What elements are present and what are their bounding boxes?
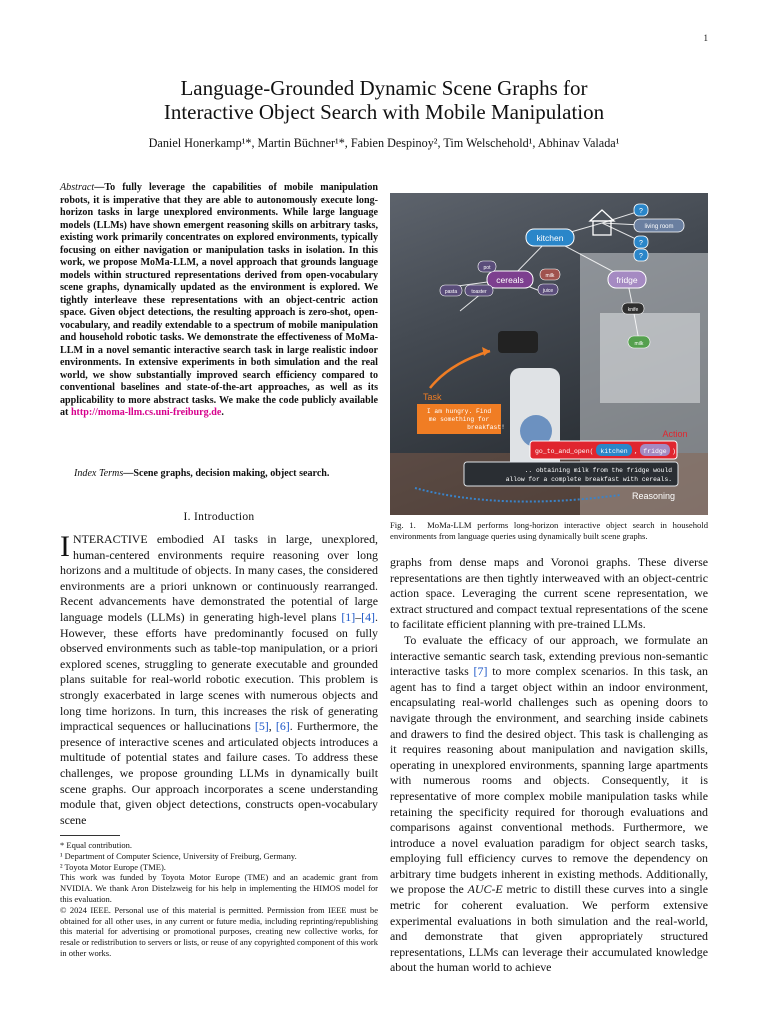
footnotes bbox=[60, 840, 378, 959]
svg-text:?: ? bbox=[639, 240, 643, 247]
task-arrow-head bbox=[482, 347, 490, 356]
node-unknown bbox=[634, 249, 648, 261]
svg-text:,: , bbox=[634, 448, 638, 455]
svg-text:I am hungry. Find: I am hungry. Find bbox=[426, 408, 492, 415]
footnote: This work was funded by Toyota Motor Europe (TME) and an academic grant from NVIDIA. We thank Aron Distelzweig for his help in implementing the HIMOS model for this evaluation. bbox=[60, 872, 378, 904]
svg-text:pot: pot bbox=[483, 265, 491, 271]
node-pot bbox=[478, 261, 496, 272]
citation-link[interactable]: [1] bbox=[341, 609, 356, 624]
svg-text:milk: milk bbox=[545, 273, 555, 279]
intro-text-5: . Furthermore, the presence of interactive scenes and articulated objects introduces a multitude of potential states and failure cases. To address these challenges, we propose grounding LLMs in dynamically built scene graphs. Our approach incorporates a scene understanding module that, given object detections, constructs open-vocabulary scene bbox=[60, 719, 378, 827]
paper-title bbox=[60, 76, 708, 124]
svg-text:?: ? bbox=[639, 253, 643, 260]
task-arrow bbox=[430, 351, 490, 388]
node-cereals bbox=[487, 271, 533, 288]
svg-text:toaster: toaster bbox=[471, 289, 487, 295]
svg-text:kitchen: kitchen bbox=[600, 448, 628, 455]
code-url-link[interactable]: http://moma-llm.cs.uni-freiburg.de bbox=[70, 407, 222, 418]
index-terms bbox=[60, 468, 378, 481]
para-text: To evaluate the efficacy of our approach, we formulate an interactive semantic search task, extending previous non-semantic interactive tasks bbox=[390, 632, 708, 679]
svg-text:breakfast!: breakfast! bbox=[467, 424, 505, 431]
footnote: ² Toyota Motor Europe (TME). bbox=[60, 861, 166, 872]
first-word: NTERACTIVE bbox=[73, 532, 148, 546]
node-milk-found bbox=[628, 336, 650, 348]
page-number: 1 bbox=[703, 33, 708, 43]
paragraph bbox=[390, 633, 708, 976]
action-label: Action bbox=[662, 429, 688, 439]
footnote: * Equal contribution. bbox=[60, 840, 133, 850]
task-label: Task bbox=[423, 392, 442, 402]
svg-text:go_to_and_open(: go_to_and_open( bbox=[535, 448, 594, 455]
intro-text-4: , bbox=[268, 719, 276, 734]
svg-text:knife: knife bbox=[627, 307, 639, 313]
paragraph: graphs from dense maps and Voronoi graphs. These diverse representations are then tightly interweaved with an object-centric action space. Leveraging the current scene representation, we extract structured and compact textual representations of the scene to facilitate efficient planning with pre-trained LLMs. bbox=[390, 555, 708, 632]
abstract-end: . bbox=[221, 407, 224, 418]
svg-text:pasta: pasta bbox=[444, 289, 458, 295]
drop-cap: I bbox=[60, 530, 70, 563]
figure-1-image bbox=[390, 193, 708, 515]
citation-link[interactable]: [4] bbox=[361, 609, 376, 624]
node-kitchen bbox=[526, 229, 574, 246]
svg-text:cereals: cereals bbox=[496, 275, 524, 285]
citation-link[interactable]: [7] bbox=[473, 664, 488, 679]
index-terms-text: —Scene graphs, decision making, object search. bbox=[123, 468, 330, 479]
footnote-rule bbox=[60, 835, 120, 836]
task-box bbox=[417, 404, 505, 434]
author-list: Daniel Honerkamp¹*, Martin Büchner¹*, Fabien Despinoy², Tim Welschehold¹, Abhinav Valada¹ bbox=[148, 136, 620, 150]
caption-label: Fig. 1. bbox=[390, 520, 416, 530]
svg-text:milk: milk bbox=[634, 341, 644, 347]
abstract-label: Abstract bbox=[60, 182, 95, 193]
footnote: ¹ Department of Computer Science, University of Freiburg, Germany. bbox=[60, 850, 297, 861]
citation-link[interactable]: [5] bbox=[254, 719, 269, 734]
index-terms-label: Index Terms bbox=[74, 468, 124, 479]
node-juice bbox=[538, 284, 558, 295]
abstract bbox=[60, 182, 378, 420]
svg-text:.. obtaining milk from the fri: .. obtaining milk from the fridge would bbox=[524, 467, 672, 474]
svg-text:kitchen: kitchen bbox=[536, 233, 564, 243]
intro-text-3: . However, these efforts have predominantly focused on fully observed environments such as table-top manipulation, or a priori explored scenes, struggling to generate executable and grounded plans suitable for real-world robotic execution. This problem is strongly exacerbated in large scenes with numerous objects and long time horizons. In turn, this increases the risk of generating impractical sequences or hallucinations bbox=[60, 609, 378, 734]
section-heading: I. Introduction bbox=[183, 511, 255, 523]
node-toaster bbox=[465, 285, 493, 296]
intro-text-1: embodied AI tasks in large, unexplored, human-centered environments require reasoning over long horizons and a multitude of objects. In many cases, the considered environments are a priori unknown or continuously rearranged. Recent advancements have demonstrated the potential of large language models (LLMs) in generating high-level plans bbox=[60, 532, 378, 624]
svg-text:fridge: fridge bbox=[616, 275, 638, 285]
robot-head bbox=[498, 331, 538, 353]
node-milk bbox=[540, 269, 560, 280]
action-box bbox=[530, 441, 677, 459]
abstract-text: —To fully leverage the capabilities of mobile manipulation robots, it is imperative that they are able to autonomously execute long-horizon tasks in large unexplored environments. While large language models (LLMs) have shown emergent reasoning skills on arbitrary tasks, existing work primarily concentrates on explored environments, typically focusing on either navigation or manipulation tasks in isolation. In this work, we propose MoMa-LLM, a novel approach that grounds language models within structured representations derived from open-vocabulary scene graphs, dynamically updated as the environment is explored. We tightly interleave these representations with an object-centric action space. Given object detections, the resulting approach is zero-shot, open-vocabulary, and readily extendable to a spectrum of mobile manipulation and household robotic tasks. We demonstrate the effectiveness of MoMa-LLM in a novel semantic interactive search task in large realistic indoor environments. In extensive experiments in both simulation and the real world, we show substantially improved search efficiency compared to conventional baselines and state-of-the-art approaches, as well as its applicability to more abstract tasks. We make the code publicly available at bbox=[60, 182, 378, 418]
fridge-door-shape bbox=[600, 313, 700, 403]
para-text: metric to distill these curves into a single metric for coherent evaluation. We perform extensive experimental evaluations in both simulation and the real-world, and demonstrate that given appropriately structured representations, LLMs can leverage their accumulated knowledge about the human world to achieve bbox=[390, 882, 708, 975]
node-fridge bbox=[608, 271, 646, 288]
reasoning-box bbox=[464, 462, 678, 486]
title-line-1: Language-Grounded Dynamic Scene Graphs for bbox=[180, 76, 588, 100]
node-unknown bbox=[634, 204, 648, 216]
citation-link[interactable]: [6] bbox=[275, 719, 290, 734]
svg-text:me something for: me something for bbox=[428, 416, 490, 423]
title-line-2: Interactive Object Search with Mobile Manipulation bbox=[163, 100, 605, 124]
svg-text:juice: juice bbox=[542, 288, 554, 294]
svg-text:living room: living room bbox=[644, 224, 674, 230]
caption-text: MoMa-LLM performs long-horizon interactive object search in household environments from language queries using dynamically built scene graphs. bbox=[390, 520, 708, 541]
intro-text-2: – bbox=[355, 609, 362, 624]
reasoning-label: Reasoning bbox=[631, 491, 675, 501]
introduction-text bbox=[60, 532, 378, 828]
node-knife bbox=[622, 303, 644, 314]
scene-graph-illustration bbox=[390, 193, 708, 515]
svg-text:): ) bbox=[672, 448, 676, 455]
svg-text:fridge: fridge bbox=[643, 448, 667, 455]
node-living-room bbox=[634, 219, 684, 232]
right-column-text bbox=[390, 555, 708, 976]
node-unknown bbox=[634, 236, 648, 248]
figure-caption bbox=[390, 520, 708, 542]
node-pasta bbox=[440, 285, 462, 296]
metric-name: AUC-E bbox=[467, 882, 503, 897]
svg-text:?: ? bbox=[639, 208, 643, 215]
footnote: © 2024 IEEE. Personal use of this material is permitted. Permission from IEEE must be obtained for all other uses, in any current or future media, including reprinting/republishing this material for advertising or promotional purposes, creating new collective works, for resale or redistribution to servers or lists, or reuse of any copyrighted component of this work in other works. bbox=[60, 904, 378, 958]
para-text: to more complex scenarios. In this task, an agent has to find a target object within an indoor environment, encapsulating real-world challenges such as opening doors to navigate through the environment, and searching inside cabinets and drawers to find the desired object. This task is challenging as it requires reasoning about manipulation and navigation skills, operating in unexplored environments, spanning large apartments with numerous rooms and objects. Consequently, it is representative of more complex mobile manipulation tasks while retaining the specificity required for thorough evaluations and comparisons against conventional methods. Furthermore, we introduce a novel evaluation paradigm for object search tasks, employing full efficiency curves to remove the dependency on arbitrary time budgets inherent in existing methods. Additionally, we propose the bbox=[390, 664, 709, 897]
svg-text:allow for a complete breakfast: allow for a complete breakfast with cereals. bbox=[505, 476, 672, 483]
